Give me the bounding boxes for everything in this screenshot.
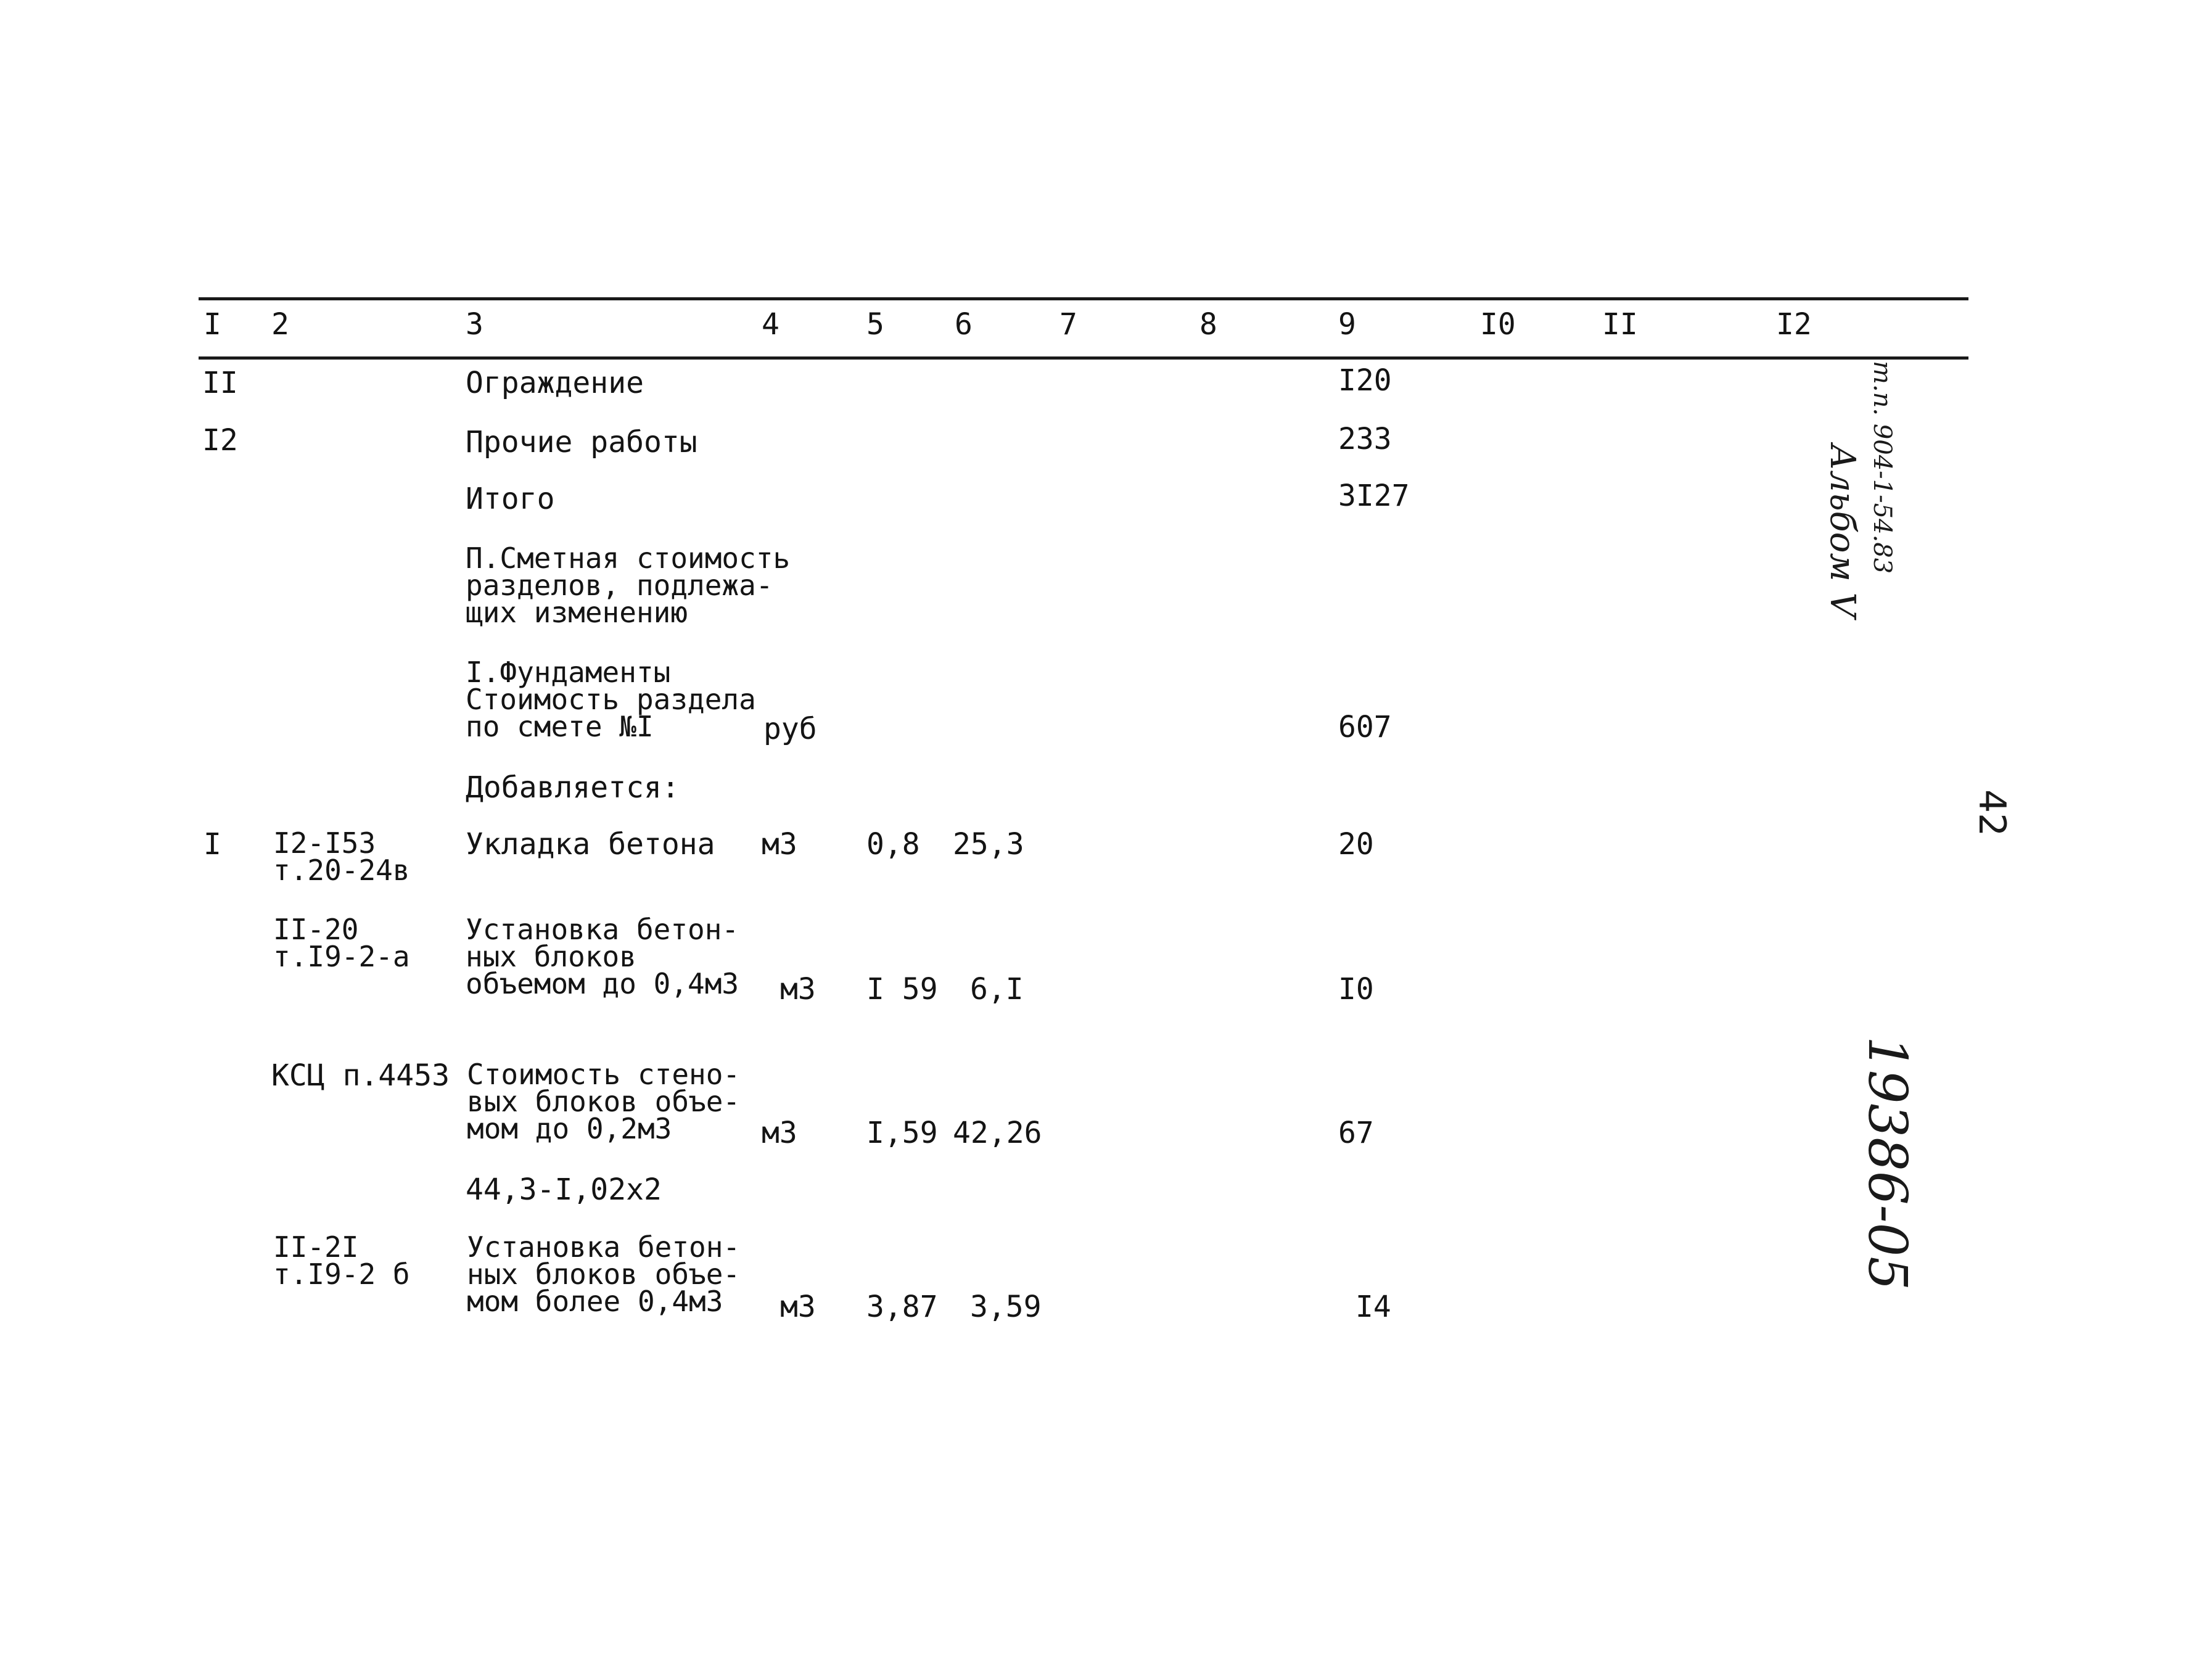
row-col5: I,59 xyxy=(866,1116,938,1150)
row-formula: 44,3-I,02х2 xyxy=(466,1172,662,1207)
row-total: 233 xyxy=(1338,422,1392,456)
row-unit: м3 xyxy=(762,827,797,862)
row-col5: I 59 xyxy=(866,972,938,1007)
row-number: I xyxy=(204,827,221,862)
album-code: т.п. 904-1-54.83 xyxy=(1868,361,1896,574)
col-header-4: 4 xyxy=(762,307,779,342)
col-header-8: 8 xyxy=(1199,307,1217,342)
col-header-12: I2 xyxy=(1776,307,1812,342)
row-name: Итого xyxy=(466,482,555,516)
row-name: Ограждение xyxy=(466,366,644,400)
row-total: 3I27 xyxy=(1338,479,1410,513)
row-unit: м3 xyxy=(780,1290,816,1324)
row-total: 67 xyxy=(1338,1116,1374,1150)
row-total: I4 xyxy=(1355,1290,1391,1324)
table-header-rule xyxy=(199,356,1968,360)
row-name: Прочие работы xyxy=(466,425,697,459)
row-col6: 6,I xyxy=(970,972,1024,1007)
col-header-3: 3 xyxy=(466,307,483,342)
inventory-number: 19386-05 xyxy=(1856,1036,1918,1291)
row-col6: 25,3 xyxy=(953,827,1024,862)
row-total: I20 xyxy=(1338,363,1392,398)
row-total: 20 xyxy=(1338,827,1374,862)
col-header-5: 5 xyxy=(866,307,884,342)
col-header-2: 2 xyxy=(271,307,289,342)
row-name: Установка бетон- ных блоков объемом до 0,4м3 xyxy=(466,913,739,1000)
section-heading: П.Сметная стоимость разделов, подлежа- щих изменению xyxy=(466,541,791,629)
row-number: II xyxy=(202,366,238,400)
page-number: 42 xyxy=(1970,789,2013,837)
col-header-7: 7 xyxy=(1059,307,1077,342)
row-name: Установка бетон- ных блоков объе- мом более 0,4м3 xyxy=(467,1230,741,1318)
col-header-9: 9 xyxy=(1338,307,1356,342)
row-total: 607 xyxy=(1338,710,1392,744)
row-number: I2 xyxy=(202,423,238,458)
row-name: Укладка бетона xyxy=(466,827,715,862)
table-top-rule xyxy=(199,297,1968,300)
row-code: КСЦ п.4453 xyxy=(271,1058,450,1093)
row-unit: м3 xyxy=(780,972,816,1007)
row-col6: 3,59 xyxy=(970,1290,1042,1324)
row-total: I0 xyxy=(1338,972,1374,1007)
row-name: I.Фундаменты Стоимость раздела по смете №I xyxy=(466,656,756,743)
row-name: Стоимость стено- вых блоков объе- мом до 0,2м3 xyxy=(467,1058,741,1145)
row-col6: 42,26 xyxy=(953,1116,1042,1150)
row-code: II-2I т.I9-2 б xyxy=(273,1230,410,1291)
row-code: II-20 т.I9-2-а xyxy=(273,913,410,973)
col-header-6: 6 xyxy=(955,307,973,342)
row-name: Добавляется: xyxy=(466,770,680,805)
col-header-10: I0 xyxy=(1480,307,1516,342)
col-header-1: I xyxy=(204,307,221,342)
row-col5: 0,8 xyxy=(866,827,920,862)
album-title: Альбом V xyxy=(1822,444,1862,618)
row-col5: 3,87 xyxy=(866,1290,938,1324)
row-code: I2-I53 т.20-24в xyxy=(273,826,410,887)
row-unit: руб xyxy=(763,712,817,746)
row-unit: м3 xyxy=(762,1116,797,1150)
col-header-11: II xyxy=(1602,307,1638,342)
